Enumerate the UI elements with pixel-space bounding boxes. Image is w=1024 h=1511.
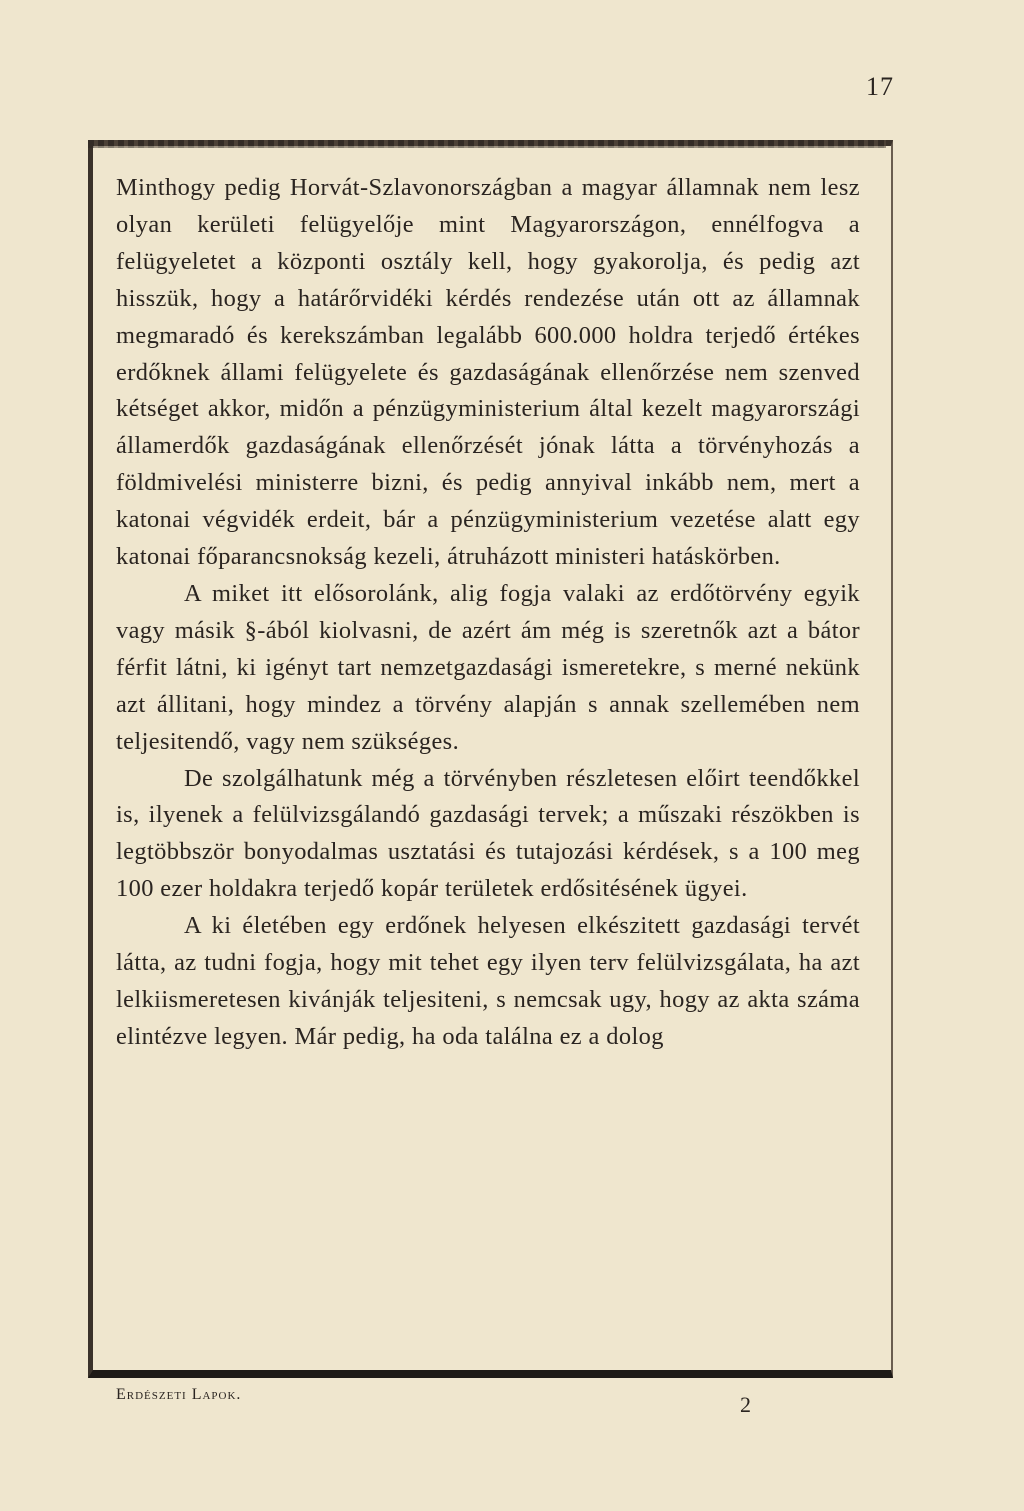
paragraph-2: A miket itt elősorolánk, alig fogja valaki az erdőtörvény egyik vagy másik §-ából kiolvasni, de azért ám még is szeretnők azt a bátor férfit látni, ki igényt tart nemzetgazdasági ismeretekre, s merné nekünk azt állitani, hogy mindez a törvény alapján s annak szellemében nem teljesitendő, vagy nem szükséges. — [116, 579, 860, 755]
text-body — [116, 170, 860, 1056]
paragraph-4: A ki életében egy erdőnek helyesen elkészitett gazdasági tervét látta, az tudni fogja, hogy mit tehet egy ilyen terv felülvizsgálata, ha azt lelkiismeretesen kivánják teljesiteni, s nemcsak ugy, hogy az akta száma elintézve legyen. Már pedig, ha oda találna ez a dolog — [116, 912, 860, 1050]
paragraph-1: Minthogy pedig Horvát-Szlavonországban a magyar államnak nem lesz olyan kerületi felügyelője mint Magyarországon, ennélfogva a felügyeletet a központi osztály kell, hogy gyakorolja, és pedig azt hisszük, hogy a határőrvidéki kérdés rendezése után ott az államnak megmaradó és kerekszámban legalább 600.000 holdra terjedő értékes erdőknek állami felügyelete és gazdaságának ellenőrzése nem szenved kétséget akkor, midőn a pénzügyministerium által kezelt magyarországi államerdők gazdaságának ellenőrzését jónak látta a törvényhozás a földmivelési ministerre bizni, és pedig annyival inkább nem, mert a katonai végvidék erdeit, bár a pénzügyministerium vezetése alatt egy katonai főparancsnokság kezeli, átruházott ministeri hatáskörben. — [116, 174, 860, 571]
page-number: 17 — [866, 72, 894, 101]
page-footer — [116, 1386, 860, 1426]
paragraph-3: De szolgálhatunk még a törvényben részletesen előirt teendőkkel is, ilyenek a felülvizsgálandó gazdasági tervek; a műszaki részökben is legtöbbször bonyodalmas usztatási és tutajozási kérdések, s a 100 meg 100 ezer holdakra terjedő kopár területek erdősitésének ügyei. — [116, 764, 860, 903]
signature-mark: 2 — [740, 1392, 751, 1417]
journal-title: Erdészeti Lapok. — [116, 1386, 242, 1403]
